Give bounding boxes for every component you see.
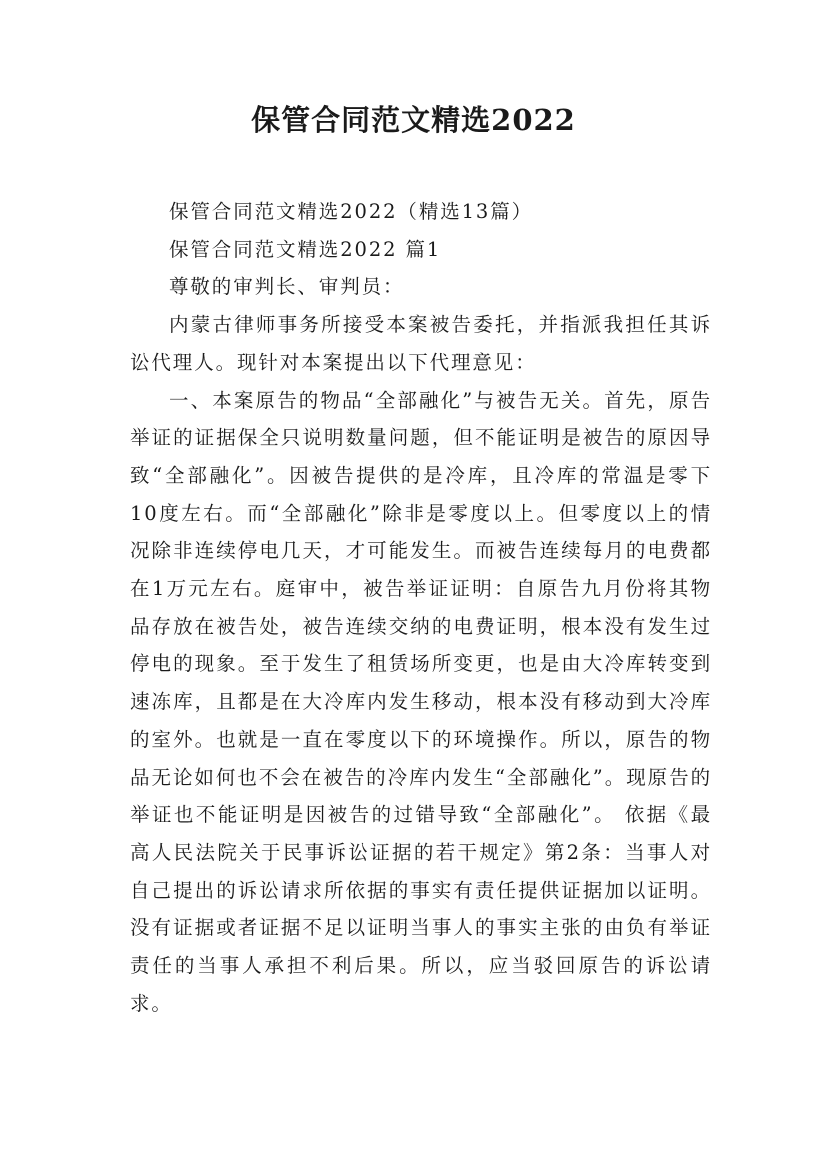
document-title: 保管合同范文精选2022	[251, 103, 576, 137]
section-heading: 保管合同范文精选2022 篇1	[169, 237, 442, 261]
salutation: 尊敬的审判长、审判员：	[169, 275, 405, 299]
subtitle-paragraph: 保管合同范文精选2022（精选13篇）	[169, 200, 534, 223]
opinion-paragraph: 一、本案原告的物品“全部融化”与被告无关。首先，原告举证的证据保全只说明数量问题，但不能证明是被告的原因导致“全部融化”。因被告提供的是冷库，且冷库的常温是零下10度左右。而“全部融化”除非是零度以上。但零度以上的情况除非连续停电几天，才可能发生。而被告连续每月的电费都在1万元左右。庭审中，被告举证证明：自原告九月份将其物品存放在被告处，被告连续交纳的电费证明，根本没有发生过停电的现象。至于发生了租赁场所变更，也是由大冷库转变到速冻库，且都是在大冷库内发生移动，根本没有移动到大冷库的室外。也就是一直在零度以下的环境操作。所以，原告的物品无论如何也不会在被告的冷库内发生“全部融化”。现原告的举证也不能证明是因被告的过错导致“全部融化”。 依据《最高人民法院关于民事诉讼证据的若干规定》第2条：当事人对自己提出的诉讼请求所依据的事实有责任提供证据加以证明。没有证据或者证据不足以证明当事人的事实主张的由负有举证责任的当事人承担不利后果。所以，应当驳回原告的诉讼请求。	[130, 388, 712, 1015]
intro-paragraph: 内蒙古律师事务所接受本案被告委托，并指派我担任其诉讼代理人。现针对本案提出以下代理意见：	[130, 313, 712, 374]
document-body	[130, 193, 712, 1022]
